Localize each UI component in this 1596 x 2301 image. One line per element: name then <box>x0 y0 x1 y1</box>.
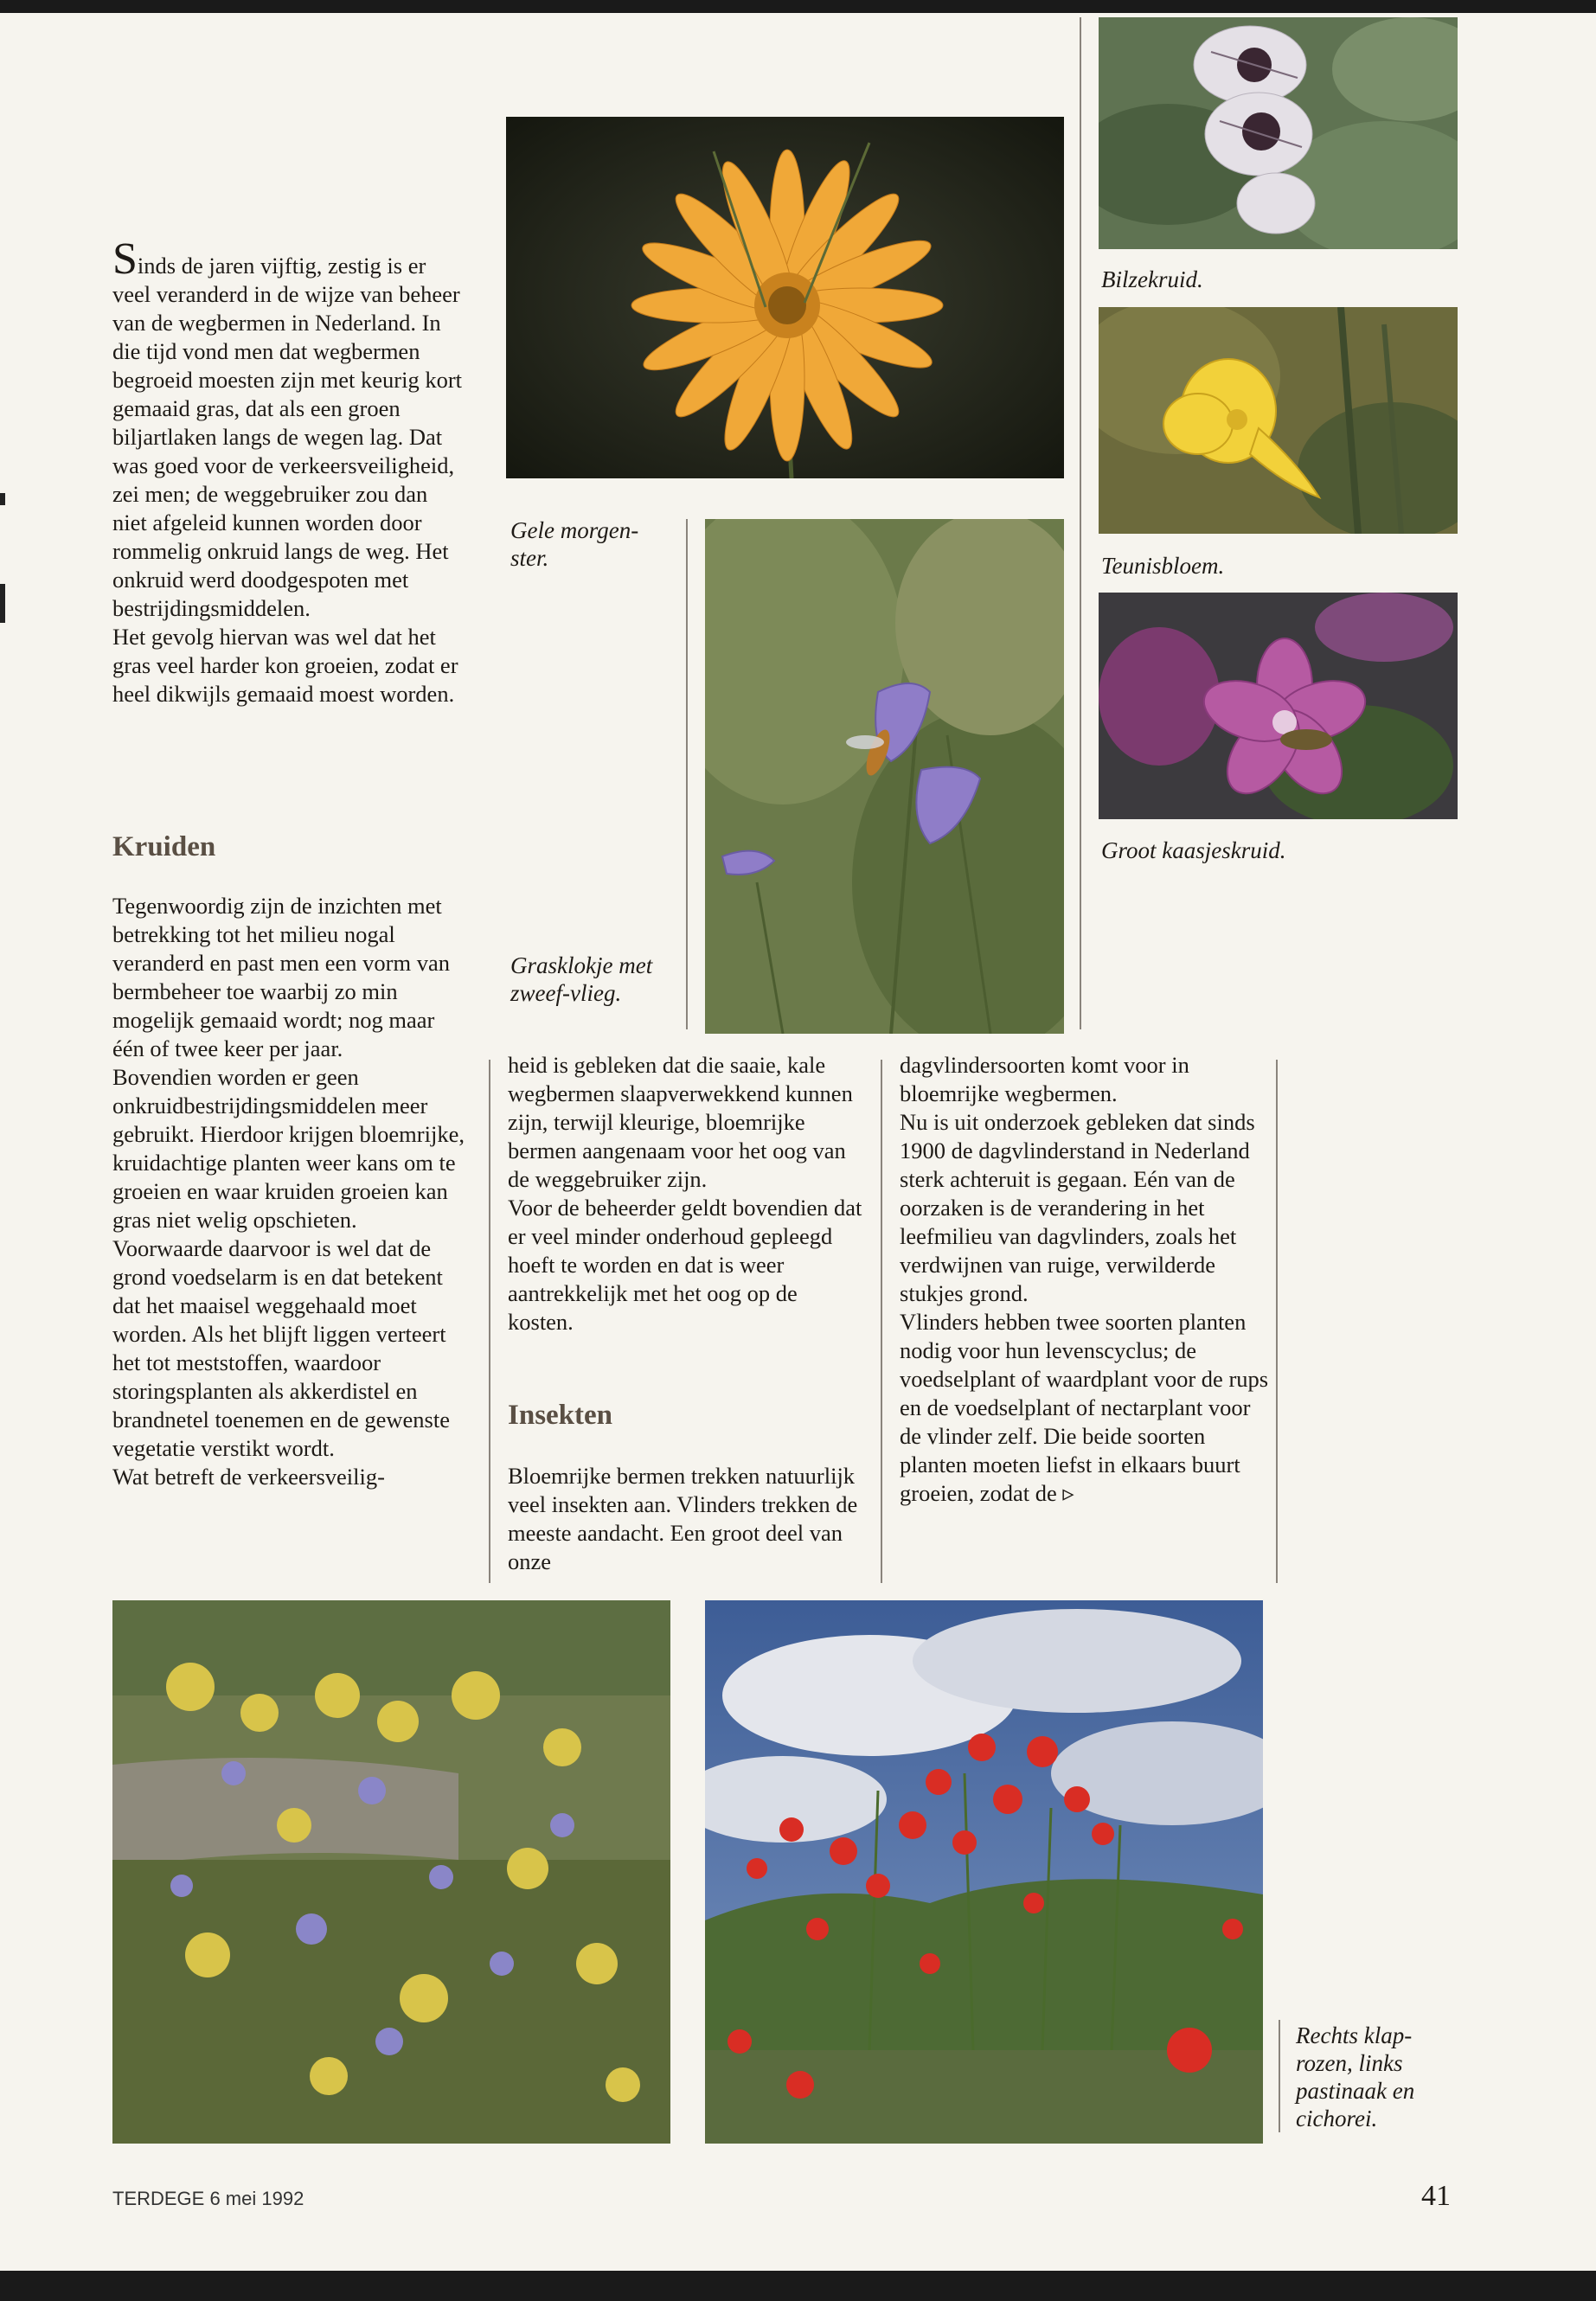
caption-rule <box>1279 2020 1280 2132</box>
photo-grasklokje <box>705 519 1064 1034</box>
column-rule <box>489 1060 490 1583</box>
caption-grasklokje: Grasklokje met zweef-vlieg. <box>510 952 653 1006</box>
kruiden-paragraph-4: Wat betreft de verkeersveilig- <box>112 1464 385 1490</box>
kruiden-paragraph-2: Bovendien worden er geen onkruidbestrijdingsmiddelen meer gebruikt. Hierdoor krijgen bloemrijke, kruidachtige planten weer kans om te groeien en waar kruiden groeien kan gras niet welig opschieten. <box>112 1064 465 1233</box>
column-2-paragraph-2: Voor de beheerder geldt bovendien dat er veel minder onderhoud gepleegd hoeft te worden en dat is weer aantrekkelijk met het oog op de kosten. <box>508 1195 862 1335</box>
photo-bilzekruid <box>1099 17 1458 249</box>
binding-mark <box>0 584 5 623</box>
continue-arrow-icon: ▹ <box>1062 1480 1074 1506</box>
magazine-page <box>0 13 1596 2271</box>
caption-groot-kaasjeskruid: Groot kaasjeskruid. <box>1101 837 1286 863</box>
caption-teunisbloem: Teunisbloem. <box>1101 553 1225 579</box>
photo-klaprozen <box>705 1600 1263 2144</box>
drop-cap: S <box>112 234 138 284</box>
intro-paragraph-2: Het gevolg hiervan was wel dat het gras veel harder kon groeien, zodat er heel dikwijls gemaaid moest worden. <box>112 624 458 707</box>
column-3-paragraph-3: Vlinders hebben twee soorten planten nodig voor hun levenscyclus; de voedselplant of waardplant voor de rups en de voedselplant of nectarplant voor de vlinder zelf. Die beide soorten planten moeten liefst in elkaars buurt groeien, zodat de <box>900 1309 1269 1506</box>
photo-groot-kaasjeskruid <box>1099 593 1458 819</box>
page-number: 41 <box>1421 2180 1451 2212</box>
column-1-kruiden <box>112 892 467 1491</box>
caption-bilzekruid: Bilzekruid. <box>1101 266 1203 292</box>
column-rule <box>1276 1060 1278 1583</box>
caption-rule <box>1080 17 1081 1029</box>
caption-rule <box>686 519 688 1029</box>
binding-mark <box>0 493 5 505</box>
column-rule <box>881 1060 882 1583</box>
footer-publication: TERDEGE 6 mei 1992 <box>112 2188 304 2209</box>
caption-gele-morgenster: Gele morgen-ster. <box>510 517 639 571</box>
heading-kruiden: Kruiden <box>112 831 216 862</box>
column-1-intro <box>112 234 467 708</box>
column-2-text <box>508 1051 862 1336</box>
kruiden-paragraph-3: Voorwaarde daarvoor is wel dat de grond voedselarm is en dat betekent dat het maaisel weggehaald moet worden. Als het blijft liggen verteert het tot meststoffen, waardoor storingsplanten als akkerdistel en brandnetel toenemen en de gewenste vegetatie verstikt wordt. <box>112 1235 450 1461</box>
column-2-insekten <box>508 1462 862 1576</box>
column-3-paragraph-2: Nu is uit onderzoek gebleken dat sinds 1900 de dagvlinderstand in Nederland sterk achteruit is gegaan. Eén van de oorzaken is de verandering in het leefmilieu van dagvlinders, zoals het verdwijnen van ruige, verwilderde stukjes grond. <box>900 1109 1255 1306</box>
photo-teunisbloem <box>1099 307 1458 534</box>
column-2-paragraph-1: heid is gebleken dat die saaie, kale wegbermen slaapverwekkend kunnen zijn, terwijl kleurige, bloemrijke bermen aangenaam voor het oog van de weggebruiker zijn. <box>508 1052 853 1192</box>
intro-paragraph: inds de jaren vijftig, zestig is er veel veranderd in de wijze van beheer van de wegbermen in Nederland. In die tijd vond men dat wegbermen begroeid moesten zijn met keurig kort gemaaid gras, dat als een groen biljartlaken langs de wegen lag. Dat was goed voor de verkeersveiligheid, zei men; de weggebruiker zou dan niet afgeleid kunnen worden door rommelig onkruid langs de weg. Het onkruid werd doodgespoten met bestrijdingsmiddelen. <box>112 253 463 621</box>
photo-gele-morgenster <box>506 117 1064 478</box>
photo-pastinaak-cichorei <box>112 1600 670 2144</box>
insekten-paragraph: Bloemrijke bermen trekken natuurlijk veel insekten aan. Vlinders trekken de meeste aandacht. Een groot deel van onze <box>508 1463 858 1574</box>
column-3-paragraph-1: dagvlindersoorten komt voor in bloemrijke wegbermen. <box>900 1052 1189 1106</box>
kruiden-paragraph-1: Tegenwoordig zijn de inzichten met betrekking tot het milieu nogal veranderd en past men een vorm van bermbeheer toe waarbij zo min mogelijk gemaaid wordt; nog maar één of twee keer per jaar. <box>112 893 450 1061</box>
heading-insekten: Insekten <box>508 1400 613 1431</box>
column-3-text <box>900 1051 1272 1508</box>
caption-klaprozen: Rechts klap-rozen, links pastinaak en cichorei. <box>1296 2022 1415 2131</box>
